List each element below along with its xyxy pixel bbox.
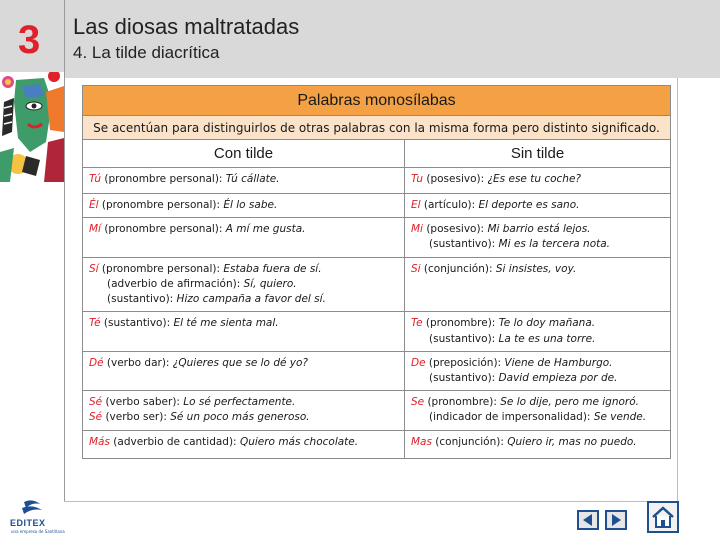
entry-line: [411, 395, 664, 410]
grammatical-category: (pronombre personal):: [98, 262, 224, 275]
example-sentence: Quiero más chocolate.: [239, 435, 359, 448]
monosyllable-word: Se: [411, 396, 425, 409]
grammatical-category: (sustantivo):: [107, 293, 177, 306]
monosyllables-table: [82, 85, 671, 459]
example-sentence: Mi es la tercera nota.: [498, 238, 611, 251]
table-row: [83, 430, 671, 458]
entry-line: [411, 356, 664, 371]
monosyllable-word: Tu: [411, 173, 424, 185]
grammatical-category: (adverbio de afirmación):: [107, 277, 244, 290]
monosyllable-word: Dé: [89, 356, 104, 369]
home-button[interactable]: [647, 501, 679, 533]
example-sentence: El té me sienta mal.: [173, 317, 279, 330]
next-button[interactable]: [605, 510, 627, 530]
arrow-left-icon: [581, 513, 595, 527]
example-sentence: Él lo sabe.: [223, 199, 278, 211]
grammatical-category: (preposición):: [425, 356, 505, 369]
entry-line: [89, 435, 398, 450]
table-row: [83, 312, 671, 351]
grammatical-category: (pronombre personal):: [101, 173, 226, 185]
grammatical-category: (sustantivo):: [429, 332, 499, 345]
monosyllable-word: Mas: [411, 435, 432, 448]
entry-line: [411, 198, 664, 213]
column-header-con-tilde: Con tilde: [83, 140, 405, 168]
monosyllable-word: Sé: [89, 411, 103, 424]
unit-illustration: [0, 72, 64, 182]
entry-line: [411, 237, 664, 252]
example-sentence: Te lo doy mañana.: [498, 317, 596, 330]
grammatical-category: (indicador de impersonalidad):: [429, 411, 594, 424]
grammatical-category: (pronombre):: [424, 396, 501, 409]
monosyllable-word: Tú: [89, 173, 102, 185]
table-row: [83, 168, 671, 194]
example-sentence: Lo sé perfectamente.: [183, 396, 296, 409]
entry-line: [411, 316, 664, 331]
con-tilde-cell: [83, 312, 405, 351]
grammatical-category: (artículo):: [420, 199, 479, 211]
grammatical-category: (adverbio de cantidad):: [109, 435, 240, 448]
monosyllable-word: Te: [411, 317, 423, 330]
entry-line: [411, 222, 664, 237]
monosyllable-word: Si: [411, 262, 421, 275]
example-sentence: Mi barrio está lejos.: [487, 223, 591, 236]
monosyllable-word: Mi: [411, 223, 423, 236]
grammatical-category: (verbo dar):: [103, 356, 173, 369]
previous-button[interactable]: [577, 510, 599, 530]
entry-line: [89, 277, 398, 292]
monosyllable-word: Más: [89, 435, 110, 448]
editex-logo-subtext: una empresa de Santillana: [11, 529, 65, 534]
sin-tilde-cell: [405, 351, 671, 390]
example-sentence: Sí, quiero.: [243, 277, 297, 290]
grammatical-category: (conjunción):: [420, 262, 496, 275]
entry-line: [89, 222, 398, 237]
column-header-sin-tilde: Sin tilde: [405, 140, 671, 168]
monosyllable-word: Té: [89, 317, 101, 330]
con-tilde-cell: [83, 391, 405, 430]
entry-line: [89, 316, 398, 331]
entry-line: [89, 198, 398, 213]
monosyllable-word: Sé: [89, 396, 103, 409]
sin-tilde-cell: [405, 391, 671, 430]
grammatical-category: (sustantivo):: [100, 317, 174, 330]
example-sentence: Quiero ir, mas no puedo.: [507, 435, 637, 448]
entry-line: [411, 435, 664, 450]
entry-line: [89, 292, 398, 307]
example-sentence: Viene de Hamburgo.: [504, 356, 613, 369]
example-sentence: ¿Quieres que se lo dé yo?: [172, 356, 308, 369]
sin-tilde-cell: [405, 257, 671, 312]
example-sentence: ¿Es ese tu coche?: [487, 173, 581, 185]
example-sentence: A mí me gusta.: [225, 223, 306, 236]
table-note: Se acentúan para distinguirlos de otras palabras con la misma forma pero distinto significado.: [83, 116, 671, 140]
grammatical-category: (posesivo):: [422, 223, 488, 236]
entry-line: [89, 395, 398, 410]
unit-title: Las diosas maltratadas: [73, 14, 300, 39]
table-row: [83, 391, 671, 430]
sin-tilde-cell: [405, 430, 671, 458]
unit-number: 3: [18, 18, 41, 62]
monosyllable-word: De: [411, 356, 426, 369]
example-sentence: El deporte es sano.: [478, 199, 580, 211]
grammatical-category: (verbo ser):: [102, 411, 171, 424]
grammatical-category: (pronombre personal):: [100, 223, 226, 236]
example-sentence: Tú cállate.: [225, 173, 280, 185]
table-title: Palabras monosílabas: [83, 86, 671, 116]
example-sentence: Hizo campaña a favor del sí.: [176, 293, 326, 306]
entry-line: [411, 172, 664, 187]
sin-tilde-cell: [405, 168, 671, 194]
monosyllable-word: El: [411, 199, 421, 211]
home-icon: [651, 506, 675, 528]
example-sentence: Sé un poco más generoso.: [170, 411, 310, 424]
example-sentence: Estaba fuera de sí.: [223, 262, 322, 275]
entry-line: [411, 262, 664, 277]
con-tilde-cell: [83, 351, 405, 390]
example-sentence: Si insistes, voy.: [495, 262, 577, 275]
table-row: [83, 257, 671, 312]
table-row: [83, 218, 671, 257]
table-row: [83, 351, 671, 390]
entry-line: [89, 410, 398, 425]
grammatical-category: (sustantivo):: [429, 371, 499, 384]
monosyllable-word: Mí: [89, 223, 101, 236]
entry-line: [411, 371, 664, 386]
grammatical-category: (conjunción):: [431, 435, 508, 448]
grammatical-category: (posesivo):: [423, 173, 488, 185]
entry-line: [89, 356, 398, 371]
grammatical-category: (pronombre):: [422, 317, 499, 330]
entry-line: [89, 172, 398, 187]
con-tilde-cell: [83, 257, 405, 312]
monosyllable-word: Él: [89, 199, 99, 211]
entry-line: [411, 332, 664, 347]
example-sentence: Se lo dije, pero me ignoró.: [500, 396, 639, 409]
table-row: [83, 194, 671, 218]
con-tilde-cell: [83, 168, 405, 194]
entry-line: [89, 262, 398, 277]
section-title: 4. La tilde diacrítica: [73, 43, 220, 62]
sin-tilde-cell: [405, 312, 671, 351]
con-tilde-cell: [83, 194, 405, 218]
example-sentence: David empieza por de.: [498, 371, 618, 384]
con-tilde-cell: [83, 430, 405, 458]
sin-tilde-cell: [405, 194, 671, 218]
example-sentence: La te es una torre.: [498, 332, 596, 345]
grammatical-category: (sustantivo):: [429, 238, 499, 251]
editex-logo-text: EDITEX: [10, 518, 46, 528]
entry-line: [411, 410, 664, 425]
arrow-right-icon: [609, 513, 623, 527]
monosyllable-word: Sí: [89, 262, 99, 275]
sin-tilde-cell: [405, 218, 671, 257]
grammatical-category: (verbo saber):: [102, 396, 184, 409]
grammatical-category: (pronombre personal):: [98, 199, 224, 211]
example-sentence: Se vende.: [593, 411, 647, 424]
con-tilde-cell: [83, 218, 405, 257]
